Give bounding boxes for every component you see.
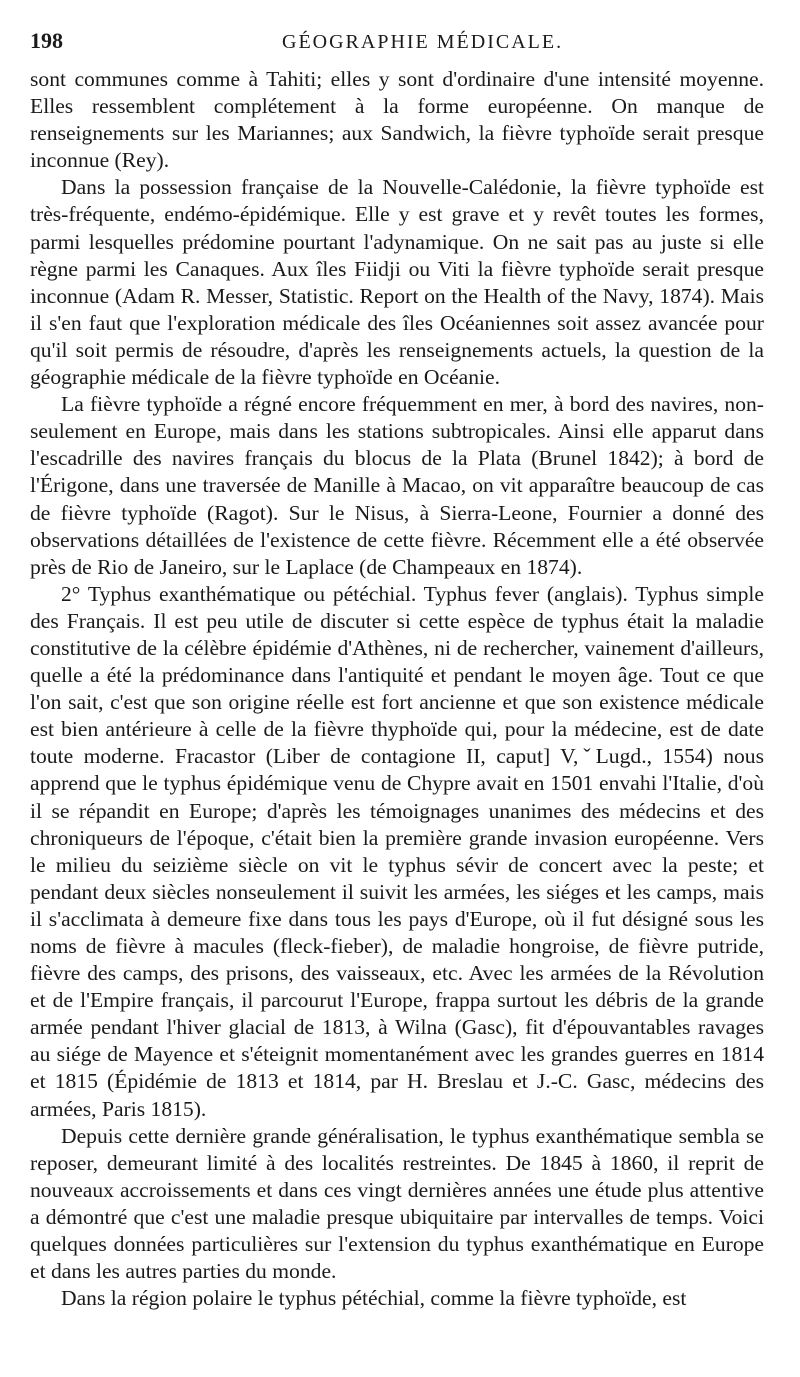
paragraph-generalisation: Depuis cette dernière grande généralisation, le typhus exanthématique sembla se reposer, demeurant limité à des localités restreintes. De 1845 à 1860, il reprit de nouveaux accroissements et dans ces vingt dernières années une étude plus attentive a démontré que c'est une maladie presque ubiquitaire par intervalles de temps. Voici quelques données particulières sur l'extension du typhus exanthématique en Europe et dans les autres parties du monde. xyxy=(30,1123,764,1284)
page-number: 198 xyxy=(30,28,63,53)
body-text xyxy=(30,66,764,1312)
running-title: GÉOGRAPHIE MÉDICALE. xyxy=(282,31,564,53)
paragraph-continuation: sont communes comme à Tahiti; elles y sont d'ordinaire d'une intensité moyenne. Elles ressemblent complétement à la forme européenne. On manque de renseignements sur les Mariannes; aux Sandwich, la fièvre typhoïde serait presque inconnue (Rey). xyxy=(30,67,764,173)
paragraph-nouvelle-caledonie: Dans la possession française de la Nouvelle-Calédonie, la fièvre typhoïde est très-fréquente, endémo-épidémique. Elle y est grave et y revêt toutes les formes, parmi lesquelles prédomine pourtant l'adynamique. On ne sait pas au juste si elle règne parmi les Canaques. Aux îles Fiidji ou Viti la fièvre typhoïde serait presque inconnue (Adam R. Messer, Statistic. Report on the Health of the Navy, 1874). Mais il s'en faut que l'exploration médicale des îles Océaniennes soit assez avancée pour qu'il soit permis de résoudre, d'après les renseignements actuels, la question de la géographie médicale de la fièvre typhoïde en Océanie. xyxy=(30,175,764,390)
paragraph-fievre-en-mer: La fièvre typhoïde a régné encore fréquemment en mer, à bord des navires, non-seulement en Europe, mais dans les stations subtropicales. Ainsi elle apparut dans l'escadrille des navires français du blocus de la Plata (Brunel 1842); à bord de l'Érigone, dans une traversée de Manille à Macao, on vit apparaître beaucoup de cas de fièvre typhoïde (Ragot). Sur le Nisus, à Sierra-Leone, Fournier a donné des observations détaillées de l'existence de cette fièvre. Récemment elle a été observée près de Rio de Janeiro, sur le Laplace (de Champeaux en 1874). xyxy=(30,392,764,579)
page-header xyxy=(30,28,764,62)
paragraph-region-polaire: Dans la région polaire le typhus pétéchial, comme la fièvre typhoïde, est xyxy=(61,1286,687,1311)
paragraph-typhus-exanthematique: 2° Typhus exanthématique ou pétéchial. Typhus fever (anglais). Typhus simple des Français. Il est peu utile de discuter si cette espèce de typhus était la maladie constitutive de la célèbre épidémie d'Athènes, ni de rechercher, vainement d'ailleurs, quelle a été la prédominance dans l'antiquité et pendant le moyen âge. Tout ce que l'on sait, c'est que son origine réelle est fort ancienne et que son existence médicale est bien antérieure à celle de la fièvre thyphoïde qui, pour la médecine, est de date toute moderne. Fracastor (Liber de contagione II, caput] V,ˇLugd., 1554) nous apprend que le typhus épidémique venu de Chypre avait en 1501 envahi l'Italie, d'où il se répandit en Europe; d'après les témoignages unanimes des médecins et des chroniqueurs de l'époque, c'était bien la première grande invasion européenne. Vers le milieu du seizième siècle on vit le typhus sévir de concert avec la peste; et pendant deux siècles nonseulement il suivit les armées, les siéges et les camps, mais il s'acclimata à demeure fixe dans tous les pays d'Europe, où il fut désigné sous les noms de fièvre à macules (fleck-fieber), de maladie hongroise, de fièvre putride, fièvre des camps, des prisons, des vaisseaux, etc. Avec les armées de la Révolution et de l'Empire français, il parcourut l'Europe, frappa surtout les débris de la grande armée pendant l'hiver glacial de 1813, à Wilna (Gasc), fit d'épouvantables ravages au siége de Mayence et s'éteignit momentanément avec les grandes guerres en 1814 et 1815 (Épidémie de 1813 et 1814, par H. Breslau et J.-C. Gasc, médecins des armées, Paris 1815). xyxy=(30,581,764,1121)
